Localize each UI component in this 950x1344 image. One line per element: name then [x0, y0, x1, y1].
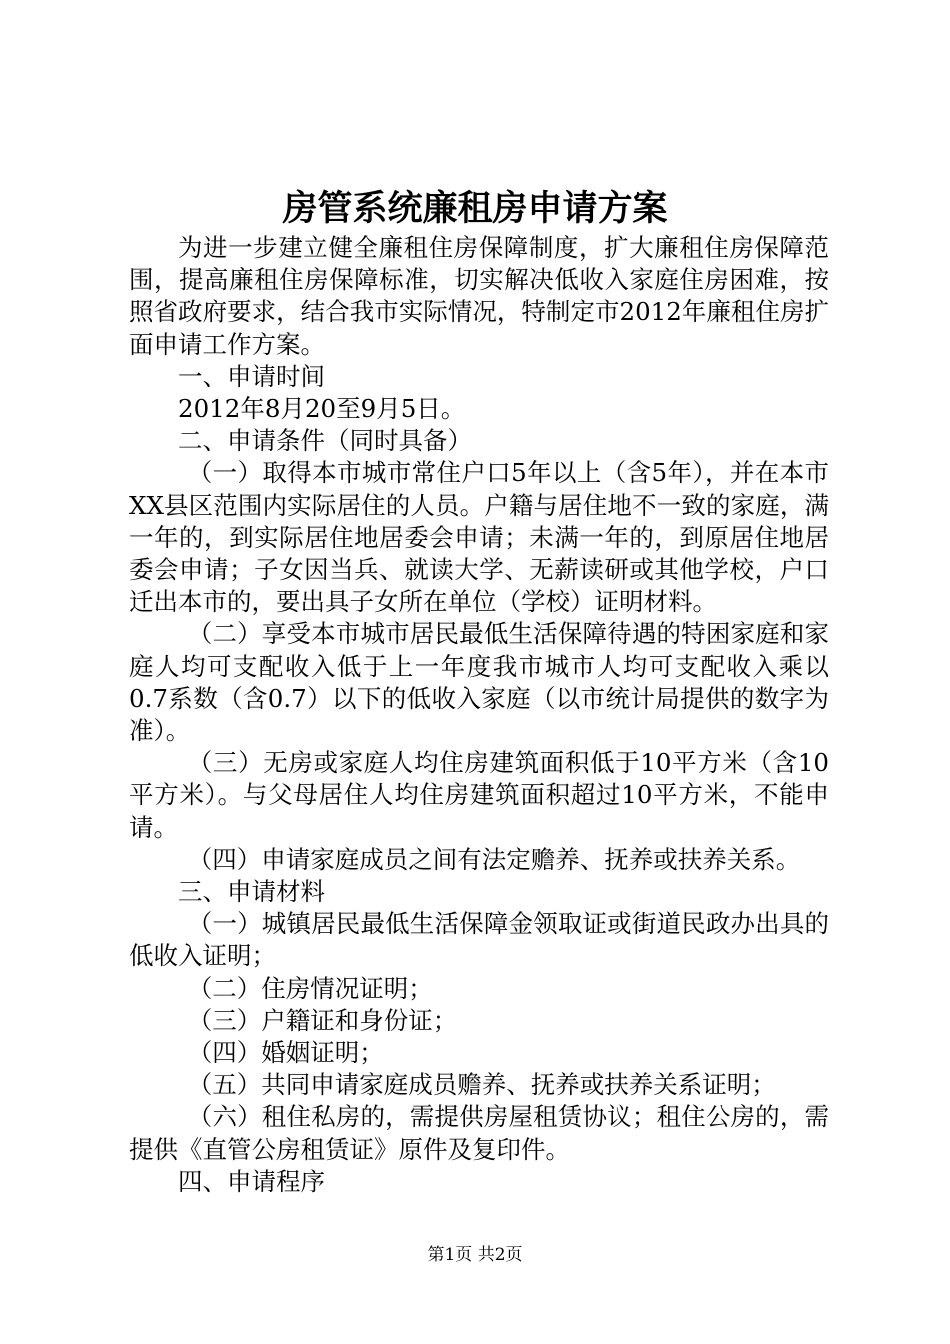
section-heading-procedure: 四、申请程序: [178, 1166, 325, 1196]
material-item-3: （三）户籍证和身份证；: [187, 1005, 458, 1035]
condition-item-1: （一）取得本市城市常住户口5年以上（含5年），并在本市XX县区范围内实际居住的人员。户籍与居住地不一致的家庭，满一年的，到实际居住地居委会申请；未满一年的，到原居住地居委会申请；子女因当兵、就读大学、无薪读研或其他学校，户口迁出本市的，要出具子女所在单位（学校）证明材料。: [129, 458, 829, 617]
application-time-text: 2012年8月20至9月5日。: [178, 394, 466, 424]
intro-paragraph: 为进一步建立健全廉租住房保障制度，扩大廉租住房保障范围，提高廉租住房保障标准，切实解决低收入家庭住房困难，按照省政府要求，结合我市实际情况，特制定市2012年廉租住房扩面申请工作方案。: [129, 233, 829, 359]
section-heading-application-time: 一、申请时间: [178, 361, 325, 391]
condition-item-4: （四）申请家庭成员之间有法定赡养、抚养或扶养关系。: [187, 844, 801, 874]
section-heading-conditions: 二、申请条件（同时具备）: [178, 426, 472, 456]
material-item-5: （五）共同申请家庭成员赡养、抚养或扶养关系证明；: [187, 1070, 776, 1100]
condition-item-2: （二）享受本市城市居民最低生活保障待遇的特困家庭和家庭人均可支配收入低于上一年度我市城市人均可支配收入乘以0.7系数（含0.7）以下的低收入家庭（以市统计局提供的数字为准）。: [129, 619, 829, 746]
document-body: [129, 232, 829, 1198]
page-number-footer: 第1页 共2页: [427, 1245, 523, 1265]
document-title: 房管系统廉租房申请方案: [282, 188, 668, 229]
condition-item-3: （三）无房或家庭人均住房建筑面积低于10平方米（含10平方米）。与父母居住人均住房建筑面积超过10平方米，不能申请。: [129, 748, 829, 842]
material-item-4: （四）婚姻证明；: [187, 1038, 384, 1068]
material-item-1: （一）城镇居民最低生活保障金领取证或街道民政办出具的低收入证明；: [129, 909, 829, 971]
material-item-6: （六）租住私房的，需提供房屋租赁协议；租住公房的，需提供《直管公房租赁证》原件及复印件。: [129, 1102, 829, 1164]
section-heading-materials: 三、申请材料: [178, 877, 325, 907]
material-item-2: （二）住房情况证明；: [187, 973, 433, 1003]
